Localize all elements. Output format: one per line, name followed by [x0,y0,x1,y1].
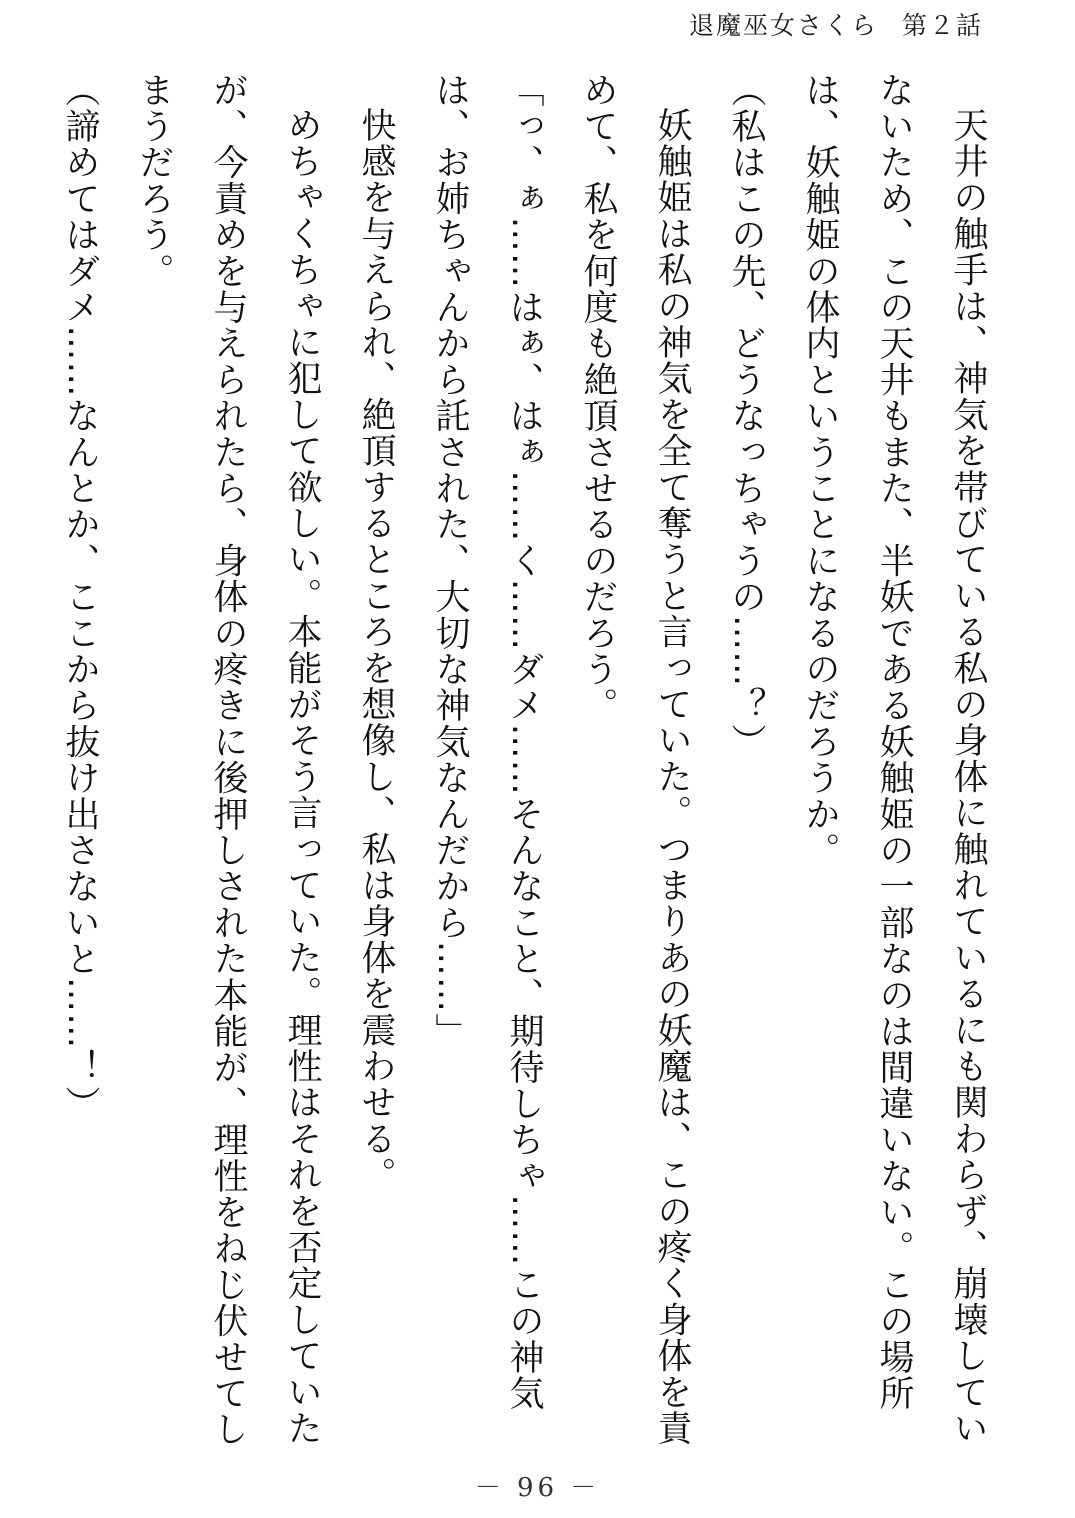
paragraph: めちゃくちゃに犯して欲しい。本能がそう言っていた。理性はそれを否定していたが、今責めを与えられたら、身体の疼きに後押しされた本能が、理性をねじ伏せてしまうだろう。 [134,72,322,1448]
paragraph: 妖触姫は私の神気を全て奪うと言っていた。つまりあの妖魔は、この疼く身体を責めて、私を何度も絶頂させるのだろう。 [578,72,692,1447]
paragraph-thought: （私はこの先、どうなっちゃうの……？） [726,72,766,760]
paragraph: 天井の触手は、神気を帯びている私の身体に触れているにも関わらず、崩壊していないため、この天井もまた、半妖である妖触姫の一部なのは間違いない。この場所は、妖触姫の体内ということになるのだろうか。 [800,72,988,1447]
paragraph-thought: （諦めてはダメ……なんとか、ここから抜け出さないと……！） [60,72,100,1122]
book-title: 退魔巫女さくら [688,11,878,40]
running-header [689,6,983,42]
vertical-body-text [43,72,1005,1452]
paragraph-dialogue: 「っ、ぁ……はぁ、はぁ……く……ダメ……そんなこと、期待しちゃ……この神気は、お姉ちゃんから託された、大切な神気なんだから……」 [430,72,544,1412]
paragraph: 快感を与えられ、絶頂するところを想像し、私は身体を震わせる。 [356,107,396,1193]
chapter-label: 第２話 [901,11,983,40]
page-number: － 96 － [474,1473,601,1503]
